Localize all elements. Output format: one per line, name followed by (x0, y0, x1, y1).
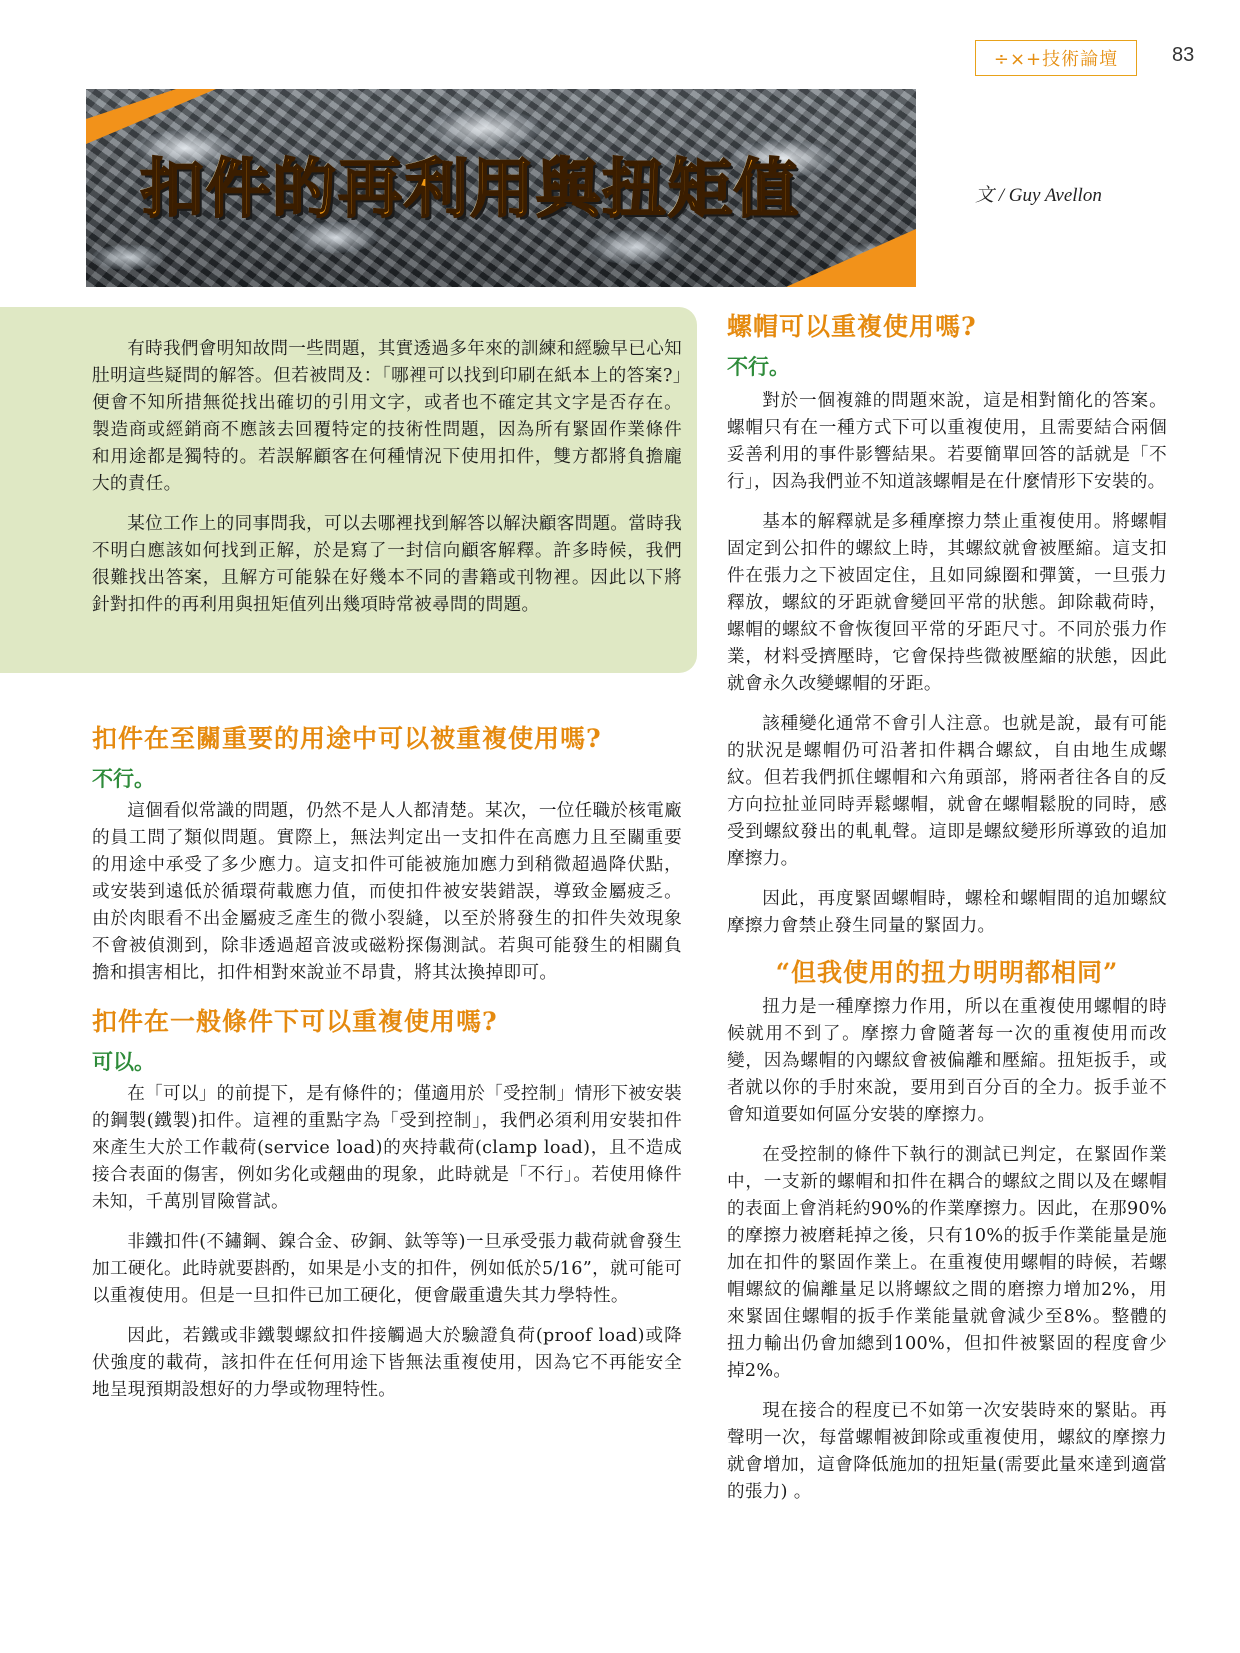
question-heading: 扣件在至關重要的用途中可以被重複使用嗎? (92, 724, 602, 753)
left-column (92, 722, 682, 1404)
body-paragraph: 非鐵扣件(不鏽鋼、鎳合金、矽銅、鈦等等)一旦承受張力載荷就會發生加工硬化。此時就要斟酌，如果是小支的扣件，例如低於5/16”，就可能可以重複使用。但是一旦扣件已加工硬化，便會嚴重遺失其力學特性。 (92, 1232, 682, 1306)
question-heading: 螺帽可以重複使用嗎? (727, 312, 977, 341)
body-paragraph: 基本的解釋就是多種摩擦力禁止重複使用。將螺帽固定到公扣件的螺紋上時，其螺紋就會被壓縮。這支扣件在張力之下被固定住，且如同線圈和彈簧，一旦張力釋放，螺紋的牙距就會變回平常的狀態。卸除載荷時，螺帽的螺紋不會恢復回平常的牙距尺寸。不同於張力作業，材料受擠壓時，它會保持些微被壓縮的狀態，因此就會永久改變螺帽的牙距。 (727, 512, 1167, 694)
body-paragraph: 現在接合的程度已不如第一次安裝時來的緊貼。再聲明一次，每當螺帽被卸除或重複使用，螺紋的摩擦力就會增加，這會降低施加的扭矩量(需要此量來達到適當的張力) 。 (727, 1401, 1167, 1502)
page-number: 83 (1172, 44, 1195, 66)
answer-label: 不行。 (92, 766, 155, 791)
body-paragraph: 這個看似常識的問題，仍然不是人人都清楚。某次，一位任職於核電廠的員工問了類似問題。實際上，無法判定出一支扣件在高應力且至關重要的用途中承受了多少應力。這支扣件可能被施加應力到稍微超過降伏點，或安裝到遠低於循環荷載應力值，而使扣件被安裝錯誤，導致金屬疲乏。由於肉眼看不出金屬疲乏產生的微小裂縫，以至於將發生的扣件失效現象不會被偵測到，除非透過超音波或磁粉探傷測試。若與可能發生的相關負擔和損害相比，扣件相對來說並不昂貴，將其汰換掉即可。 (92, 801, 682, 983)
body-paragraph: 在「可以」的前提下，是有條件的；僅適用於「受控制」情形下被安裝的鋼製(鐵製)扣件。這裡的重點字為「受到控制」，我們必須利用安裝扣件來產生大於工作載荷(service load)的夾持載荷(clamp load)，且不造成接合表面的傷害，例如劣化或翹曲的現象，此時就是「不行」。若使用條件未知，千萬別冒險嘗試。 (92, 1084, 682, 1212)
author-byline: 文 / Guy Avellon (975, 185, 1102, 206)
answer-label: 可以。 (92, 1049, 155, 1074)
intro-paragraph: 有時我們會明知故問一些問題，其實透過多年來的訓練和經驗早已心知肚明這些疑問的解答。但若被問及：「哪裡可以找到印刷在紙本上的答案?」便會不知所措無從找出確切的引用文字，或者也不確定其文字是否存在。製造商或經銷商不應該去回覆特定的技術性問題，因為所有緊固作業條件和用途都是獨特的。若誤解顧客在何種情況下使用扣件，雙方都將負擔龐大的責任。 (92, 339, 682, 494)
intro-paragraph: 某位工作上的同事問我，可以去哪裡找到解答以解決顧客問題。當時我不明白應該如何找到正解，於是寫了一封信向顧客解釋。許多時候，我們很難找出答案，且解方可能躲在好幾本不同的書籍或刊物裡。因此以下將針對扣件的再利用與扭矩值列出幾項時常被尋問的問題。 (92, 514, 682, 615)
right-column (727, 310, 1167, 1506)
quote-heading: “但我使用的扭力明明都相同” (775, 958, 1119, 987)
body-paragraph: 因此，再度緊固螺帽時，螺栓和螺帽間的追加螺紋摩擦力會禁止發生同量的緊固力。 (727, 889, 1167, 936)
body-paragraph: 在受控制的條件下執行的測試已判定，在緊固作業中，一支新的螺帽和扣件在耦合的螺紋之間以及在螺帽的表面上會消耗約90%的作業摩擦力。因此，在那90%的摩擦力被磨耗掉之後，只有10%的扳手作業能量是施加在扣件的緊固作業上。在重複使用螺帽的時候，若螺帽螺紋的偏離量足以將螺紋之間的磨擦力增加2%，用來緊固住螺帽的扳手作業能量就會減少至8%。整體的扭力輸出仍會加總到100%，但扣件被緊固的程度會少掉2%。 (727, 1145, 1167, 1381)
body-paragraph: 扭力是一種摩擦力作用，所以在重複使用螺帽的時候就用不到了。摩擦力會隨著每一次的重複使用而改變，因為螺帽的內螺紋會被偏離和壓縮。扭矩扳手，或者就以你的手肘來說，要用到百分百的全力。扳手並不會知道要如何區分安裝的摩擦力。 (727, 997, 1167, 1125)
banner-stripe-bottom-right (786, 229, 916, 287)
body-paragraph: 對於一個複雜的問題來說，這是相對簡化的答案。螺帽只有在一種方式下可以重複使用，且需要結合兩個妥善利用的事件影響結果。若要簡單回答的話就是「不行」，因為我們並不知道該螺帽是在什麼情形下安裝的。 (727, 391, 1167, 492)
article-title: 扣件的再利用與扭矩值 (140, 153, 800, 227)
answer-label: 不行。 (727, 354, 790, 379)
question-heading: 扣件在一般條件下可以重複使用嗎? (92, 1007, 498, 1036)
body-paragraph: 因此，若鐵或非鐵製螺紋扣件接觸過大於驗證負荷(proof load)或降伏強度的載荷，該扣件在任何用途下皆無法重複使用，因為它不再能安全地呈現預期設想好的力學或物理特性。 (92, 1326, 682, 1400)
intro-text (92, 336, 682, 619)
banner-stripe-top-left (86, 89, 216, 144)
section-tag: ÷×+技術論壇 (975, 40, 1137, 76)
body-paragraph: 該種變化通常不會引人注意。也就是說，最有可能的狀況是螺帽仍可沿著扣件耦合螺紋，自由地生成螺紋。但若我們抓住螺帽和六角頭部，將兩者往各自的反方向拉扯並同時弄鬆螺帽，就會在螺帽鬆脫的同時，感受到螺紋發出的軋軋聲。這即是螺紋變形所導致的追加摩擦力。 (727, 714, 1167, 869)
